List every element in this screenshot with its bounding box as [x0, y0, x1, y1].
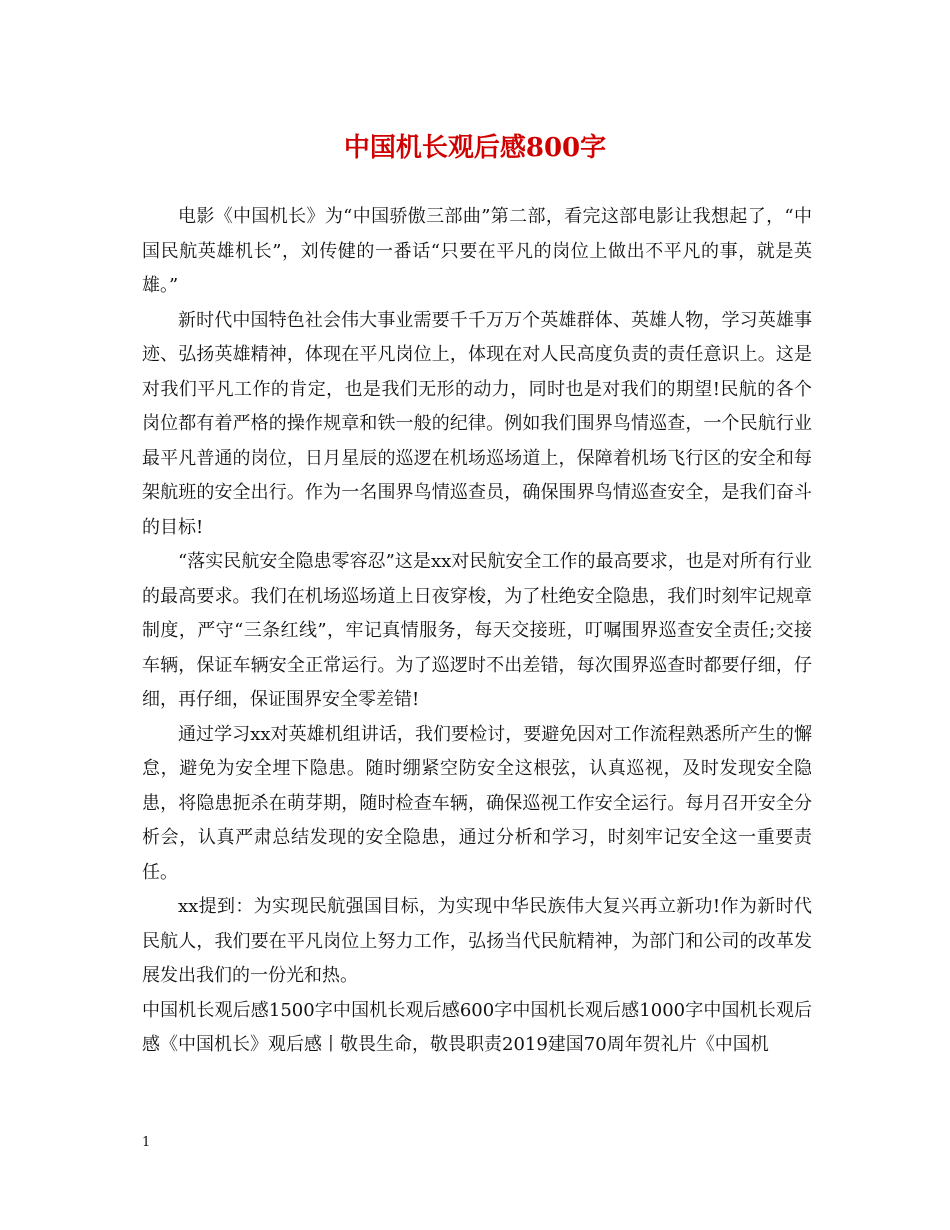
related-links-paragraph: 中国机长观后感1500字中国机长观后感600字中国机长观后感1000字中国机长观后感《中国机长》观后感丨敬畏生命，敬畏职责2019建国70周年贺礼片《中国机 [142, 999, 812, 1055]
paragraph-1: 电影《中国机长》为“中国骄傲三部曲”第二部，看完这部电影让我想起了，“中国民航英雄机长”，刘传健的一番话“只要在平凡的岗位上做出不平凡的事，就是英雄。” [142, 206, 812, 296]
document-title: 中国机长观后感800字 [343, 133, 607, 163]
page-number: 1 [142, 1135, 151, 1150]
paragraph-5: xx提到：为实现民航强国目标，为实现中华民族伟大复兴再立新功!作为新时代民航人，我们要在平凡岗位上努力工作，弘扬当代民航精神，为部门和公司的改革发展发出我们的一份光和热。 [142, 896, 812, 986]
paragraph-2: 新时代中国特色社会伟大事业需要千千万万个英雄群体、英雄人物，学习英雄事迹、弘扬英雄精神，体现在平凡岗位上，体现在对人民高度负责的责任意识上。这是对我们平凡工作的肯定，也是我们无形的动力，同时也是对我们的期望!民航的各个岗位都有着严格的操作规章和铁一般的纪律。例如我们围界鸟情巡查，一个民航行业最平凡普通的岗位，日月星辰的巡逻在机场巡场道上，保障着机场飞行区的安全和每架航班的安全出行。作为一名围界鸟情巡查员，确保围界鸟情巡查安全，是我们奋斗的目标! [142, 309, 812, 538]
document-body [142, 200, 812, 1063]
paragraph-4: 通过学习xx对英雄机组讲话，我们要检讨，要避免因对工作流程熟悉所产生的懈怠，避免为安全埋下隐患。随时绷紧空防安全这根弦，认真巡视，及时发现安全隐患，将隐患扼杀在萌芽期，随时检查车辆，确保巡视工作安全运行。每月召开安全分析会，认真严肃总结发现的安全隐患，通过分析和学习，时刻牢记安全这一重要责任。 [142, 723, 812, 883]
paragraph-3: “落实民航安全隐患零容忍”这是xx对民航安全工作的最高要求，也是对所有行业的最高要求。我们在机场巡场道上日夜穿梭，为了杜绝安全隐患，我们时刻牢记规章制度，严守“三条红线”，牢记真情服务，每天交接班，叮嘱围界巡查安全责任;交接车辆，保证车辆安全正常运行。为了巡逻时不出差错，每次围界巡查时都要仔细，仔细，再仔细，保证围界安全零差错! [142, 551, 812, 710]
